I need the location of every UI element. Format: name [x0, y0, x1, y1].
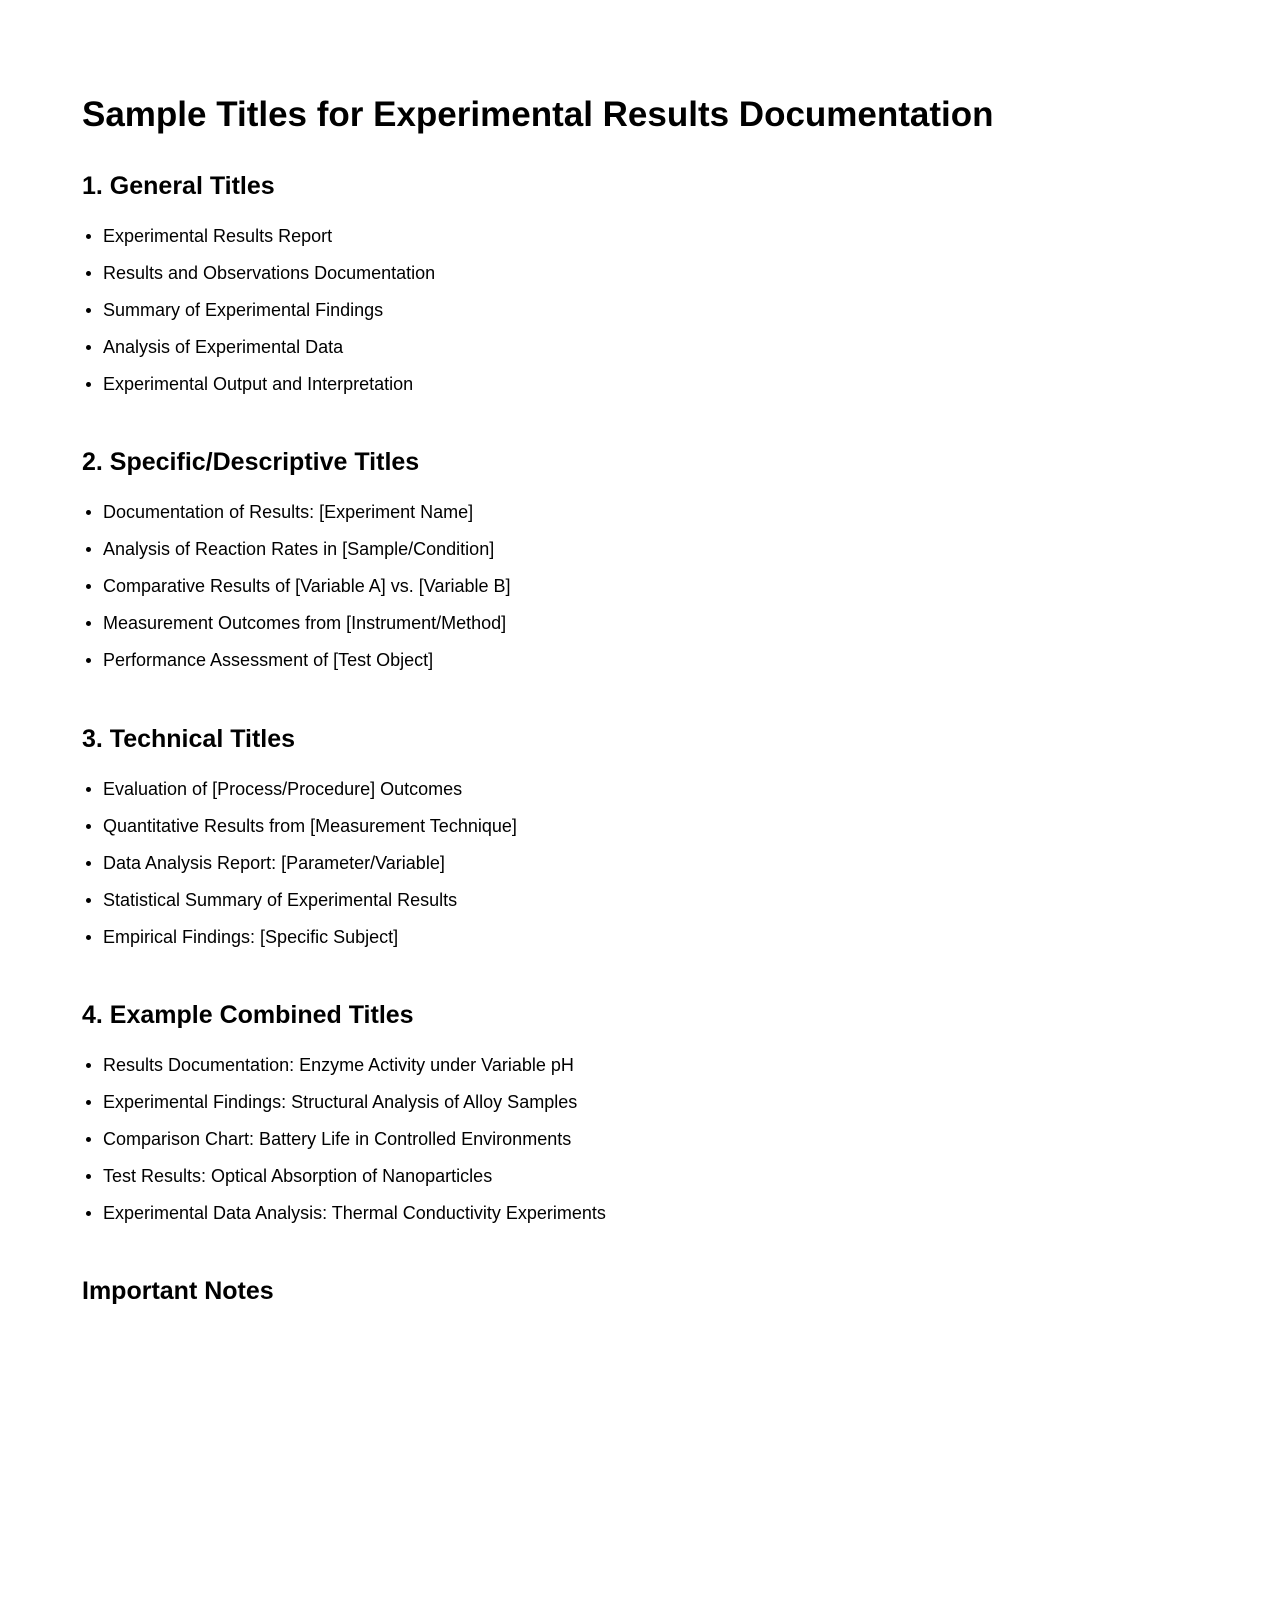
- list-item-text: Results and Observations Documentation: [103, 263, 436, 283]
- section-heading: 3. Technical Titles: [82, 725, 296, 753]
- list-item-text: Results Documentation: Enzyme Activity under Variable pH: [103, 1055, 574, 1075]
- list-item-text: Summary of Experimental Findings: [103, 300, 384, 320]
- bullet-list: [82, 498, 1182, 683]
- list-item: [82, 498, 1182, 535]
- section-general-titles: [82, 170, 1182, 407]
- list-item-text: Experimental Findings: Structural Analysis of Alloy Samples: [103, 1092, 578, 1112]
- list-item: [82, 535, 1182, 572]
- section-heading: 2. Specific/Descriptive Titles: [82, 448, 420, 476]
- list-item: [82, 1162, 1182, 1199]
- bullet-icon: [86, 824, 91, 829]
- list-item-text: Empirical Findings: [Specific Subject]: [103, 927, 399, 947]
- list-item-text: Analysis of Experimental Data: [103, 337, 344, 357]
- list-item: [82, 222, 1182, 259]
- bullet-icon: [86, 547, 91, 552]
- bullet-icon: [86, 621, 91, 626]
- bullet-icon: [86, 898, 91, 903]
- list-item: [82, 370, 1182, 407]
- list-item: [82, 1088, 1182, 1125]
- bullet-icon: [86, 1211, 91, 1216]
- list-item-text: Experimental Data Analysis: Thermal Conductivity Experiments: [103, 1203, 606, 1223]
- bullet-icon: [86, 382, 91, 387]
- list-item-text: Quantitative Results from [Measurement Technique]: [103, 816, 517, 836]
- bullet-icon: [86, 1174, 91, 1179]
- bullet-icon: [86, 1063, 91, 1068]
- list-item-text: Performance Assessment of [Test Object]: [103, 650, 434, 670]
- bullet-list: [82, 775, 1182, 960]
- list-item: [82, 259, 1182, 296]
- list-item-text: Documentation of Results: [Experiment Name]: [103, 502, 474, 522]
- section-heading: 4. Example Combined Titles: [82, 1001, 414, 1029]
- list-item-text: Comparison Chart: Battery Life in Controlled Environments: [103, 1129, 572, 1149]
- list-item-text: Statistical Summary of Experimental Results: [103, 890, 458, 910]
- bullet-icon: [86, 1137, 91, 1142]
- list-item-text: Measurement Outcomes from [Instrument/Method]: [103, 613, 507, 633]
- section-important-notes: [82, 1275, 1182, 1307]
- bullet-icon: [86, 308, 91, 313]
- bullet-icon: [86, 1100, 91, 1105]
- page-title: Sample Titles for Experimental Results Documentation: [82, 95, 994, 134]
- list-item-text: Comparative Results of [Variable A] vs. [Variable B]: [103, 576, 511, 596]
- bullet-icon: [86, 345, 91, 350]
- bullet-icon: [86, 234, 91, 239]
- list-item: [82, 1125, 1182, 1162]
- list-item: [82, 609, 1182, 646]
- list-item-text: Evaluation of [Process/Procedure] Outcomes: [103, 779, 463, 799]
- section-technical-titles: [82, 723, 1182, 960]
- list-item-text: Data Analysis Report: [Parameter/Variable]: [103, 853, 445, 873]
- list-item: [82, 886, 1182, 923]
- list-item: [82, 333, 1182, 370]
- section-heading: Important Notes: [82, 1277, 274, 1305]
- bullet-icon: [86, 510, 91, 515]
- list-item: [82, 296, 1182, 333]
- list-item-text: Experimental Results Report: [103, 226, 333, 246]
- bullet-icon: [86, 935, 91, 940]
- list-item: [82, 775, 1182, 812]
- section-example-combined-titles: [82, 999, 1182, 1236]
- bullet-list: [82, 1051, 1182, 1236]
- bullet-icon: [86, 584, 91, 589]
- list-item: [82, 1051, 1182, 1088]
- bullet-list: [82, 222, 1182, 407]
- bullet-icon: [86, 861, 91, 866]
- list-item: [82, 923, 1182, 960]
- bullet-icon: [86, 787, 91, 792]
- list-item-text: Experimental Output and Interpretation: [103, 374, 414, 394]
- bullet-icon: [86, 271, 91, 276]
- section-heading: 1. General Titles: [82, 172, 275, 200]
- list-item-text: Test Results: Optical Absorption of Nanoparticles: [103, 1166, 493, 1186]
- list-item: [82, 646, 1182, 683]
- bullet-icon: [86, 658, 91, 663]
- list-item: [82, 1199, 1182, 1236]
- list-item: [82, 849, 1182, 886]
- list-item: [82, 812, 1182, 849]
- list-item: [82, 572, 1182, 609]
- section-specific-titles: [82, 446, 1182, 683]
- list-item-text: Analysis of Reaction Rates in [Sample/Condition]: [103, 539, 495, 559]
